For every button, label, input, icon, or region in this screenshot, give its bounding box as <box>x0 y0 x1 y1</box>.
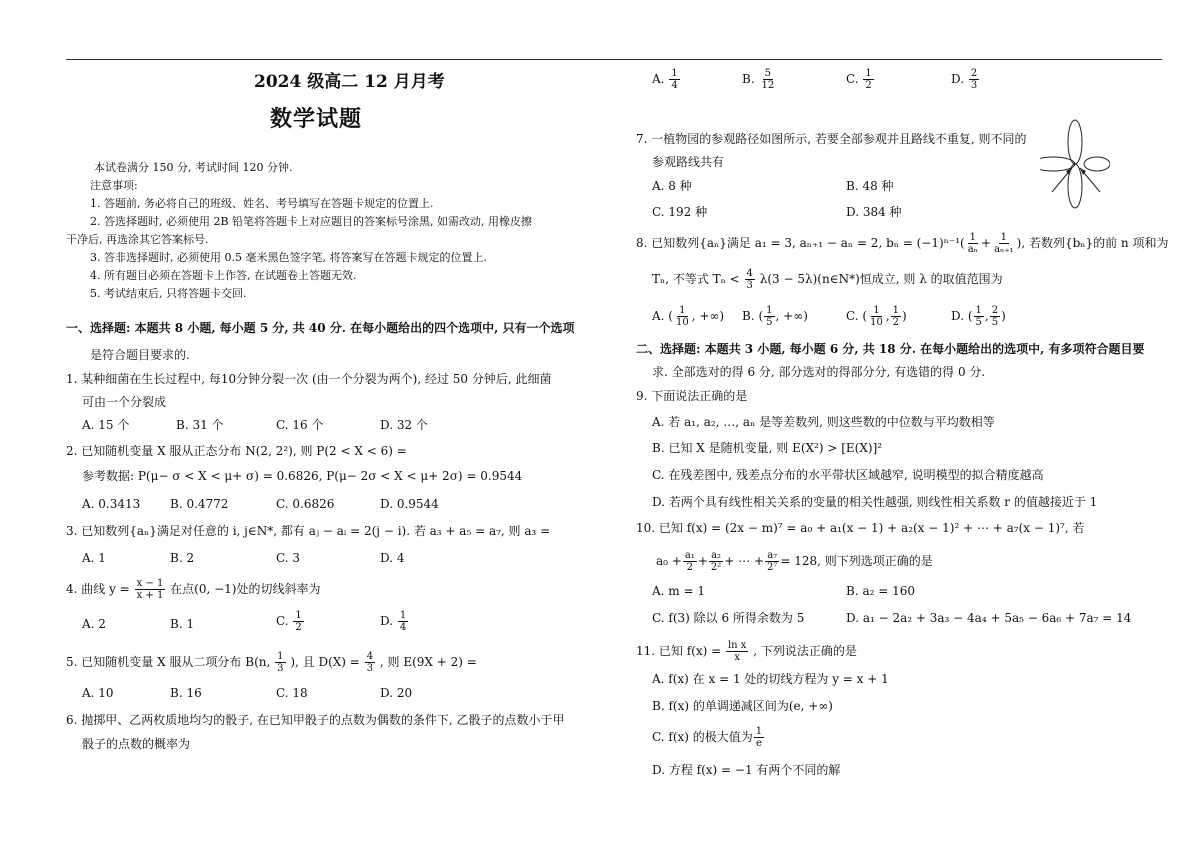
q5-fraction-d-num: 4 <box>366 651 374 662</box>
section1-heading-cont: 是符合题目要求的. <box>90 348 190 362</box>
q2-option-c: C. 0.6826 <box>276 497 335 511</box>
q8-option-d-fraction-1 <box>974 305 984 328</box>
q5-fraction-p-num: 1 <box>277 651 284 662</box>
q10-plus-1: + <box>697 554 708 568</box>
top-rule <box>66 59 1162 60</box>
q10-stem-line2 <box>656 550 933 573</box>
q7-flower-path-figure <box>1040 118 1110 210</box>
q5-fraction-d-den: 3 <box>366 663 374 674</box>
q8-option-d <box>951 305 1006 328</box>
q6-option-d <box>951 68 980 91</box>
q4-option-c-num: 1 <box>295 610 302 621</box>
q8-option-a-post: , +∞) <box>691 309 725 323</box>
q6-option-c-label: C. <box>846 72 859 86</box>
q8-option-d-fraction-2 <box>990 305 1000 328</box>
q4-fraction-num: x − 1 <box>136 578 164 589</box>
q10-fraction-1-num: a₁ <box>684 550 695 561</box>
q5-stem-mid: ), 且 D(X) = <box>290 655 360 669</box>
q8-option-b-den: 5 <box>766 317 773 328</box>
q3-stem: 3. 已知数列{aₙ}满足对任意的 i, j∈N*, 都有 aⱼ − aᵢ = 2(j − i). 若 a₃ + a₅ = a₇, 则 a₃ = <box>66 524 551 538</box>
q11-stem-pre: 11. 已知 f(x) = <box>636 644 722 658</box>
q1-stem: 1. 某种细菌在生长过程中, 每10分钟分裂一次 (由一个分裂为两个), 经过 50 分钟后, 此细菌 <box>66 372 552 386</box>
q8-option-c-num-2: 1 <box>892 305 900 316</box>
q6-option-a-label: A. <box>652 72 665 86</box>
q6-option-c <box>846 68 875 91</box>
q6-option-a-num: 1 <box>671 68 678 79</box>
q8-fraction-2-den: aₙ₊₁ <box>994 244 1014 255</box>
q8-option-d-mid: , <box>984 309 989 323</box>
exam-title: 2024 级高二 12 月月考 <box>254 72 445 92</box>
q8-option-b-fraction <box>764 305 774 328</box>
q4-fraction-den: x + 1 <box>136 590 164 601</box>
q10-fraction-2 <box>709 550 723 573</box>
q6-option-b-label: B. <box>742 72 755 86</box>
q6-stem: 6. 抛掷甲、乙两枚质地均匀的骰子, 在已知甲骰子的点数为偶数的条件下, 乙骰子的点数小于甲 <box>66 713 565 727</box>
q3-option-d: D. 4 <box>380 551 405 565</box>
q6-option-d-num: 2 <box>970 68 978 79</box>
q8-stem <box>636 232 1168 255</box>
q8-fraction-2-num: 1 <box>1000 232 1008 243</box>
q2-option-d: D. 0.9544 <box>380 497 439 511</box>
q1-stem-cont: 可由一个分裂成 <box>82 395 167 409</box>
q9-option-b: B. 已知 X 是随机变量, 则 E(X²) > [E(X)]² <box>652 441 883 455</box>
q4-option-c-label: C. <box>276 614 289 628</box>
q8-option-c-fraction-1 <box>868 305 885 328</box>
q8-option-b-pre: B. ( <box>742 309 764 323</box>
q4-option-d-den: 4 <box>399 622 407 633</box>
q8-stem-line2 <box>652 268 1003 291</box>
q8-option-c-num-1: 1 <box>873 305 880 316</box>
q10-option-d: D. a₁ − 2a₂ + 3a₃ − 4a₄ + 5a₅ − 6a₆ + 7a₇ = 14 <box>846 611 1132 625</box>
q8-option-b <box>742 305 808 328</box>
note-3: 3. 答非选择题时, 必须使用 0.5 毫米黑色签字笔, 将答案写在答题卡规定的位置上. <box>90 251 487 264</box>
q8-line2-pre: Tₙ, 不等式 Tₙ < <box>652 272 740 286</box>
q4-option-a: A. 2 <box>82 617 106 631</box>
q11-option-d: D. 方程 f(x) = −1 有两个不同的解 <box>652 763 841 777</box>
q10-fraction-3-num: a₇ <box>767 550 778 561</box>
q7-option-b: B. 48 种 <box>846 179 894 193</box>
q11-stem-post: , 下列说法正确的是 <box>753 644 857 658</box>
q1-option-b: B. 31 个 <box>176 418 224 432</box>
q8-stem-pre: 8. 已知数列{aₙ}满足 a₁ = 3, aₙ₊₁ − aₙ = 2, bₙ = (−1)ⁿ⁻¹( <box>636 236 965 250</box>
q9-option-a: A. 若 a₁, a₂, …, aₙ 是等差数列, 则这些数的中位数与平均数相等 <box>652 415 995 429</box>
q11-option-c-den: e <box>756 738 762 749</box>
q9-stem: 9. 下面说法正确的是 <box>636 389 748 403</box>
note-2: 2. 答选择题时, 必须使用 2B 铅笔将答题卡上对应题目的答案标号涂黑, 如需改动, 用橡皮擦 <box>90 215 533 228</box>
q5-option-c: C. 18 <box>276 686 308 700</box>
q4-stem <box>66 578 320 601</box>
q10-fraction-3 <box>765 550 779 573</box>
q8-fraction-1-num: 1 <box>969 232 977 243</box>
q2-option-a: A. 0.3413 <box>82 497 141 511</box>
q11-option-b: B. f(x) 的单调递减区间为(e, +∞) <box>652 699 833 713</box>
q8-option-d-num-1: 1 <box>975 305 982 316</box>
q8-option-c-fraction-2 <box>891 305 901 328</box>
q8-fraction-3-den: 3 <box>746 280 753 291</box>
q8-option-d-num-2: 2 <box>991 305 999 316</box>
q10-option-c: C. f(3) 除以 6 所得余数为 5 <box>652 611 805 625</box>
q11-option-c-fraction <box>754 726 764 749</box>
q11-option-c-num: 1 <box>755 726 763 737</box>
section1-heading: 一、选择题: 本题共 8 小题, 每小题 5 分, 共 40 分. 在每小题给出的四个选项中, 只有一个选项 <box>66 321 575 335</box>
q8-option-c-mid: , <box>885 309 890 323</box>
q8-fraction-1 <box>966 232 980 255</box>
q8-option-b-post: , +∞) <box>775 309 808 323</box>
q8-option-a-fraction <box>674 305 691 328</box>
q11-option-c-text: C. f(x) 的极大值为 <box>652 730 753 744</box>
q8-option-d-pre: D. ( <box>951 309 973 323</box>
note-5: 5. 考试结束后, 只将答题卡交回. <box>90 287 247 300</box>
q4-option-d <box>380 610 409 633</box>
q8-option-c-den-1: 10 <box>870 317 883 328</box>
q5-fraction-p <box>275 651 285 674</box>
q10-fraction-2-num: a₂ <box>711 550 722 561</box>
q10-fraction-2-den: 2² <box>710 562 722 573</box>
q8-fraction-3 <box>745 268 755 291</box>
q6-option-c-num: 1 <box>865 68 872 79</box>
q5-stem-pre: 5. 已知随机变量 X 服从二项分布 B(n, <box>66 655 271 669</box>
q8-plus: + <box>981 236 992 250</box>
q8-option-a-den: 10 <box>675 317 689 328</box>
q5-stem <box>66 651 477 674</box>
q5-option-d: D. 20 <box>380 686 413 700</box>
note-2-cont: 干净后, 再选涂其它答案标号. <box>66 233 209 246</box>
q1-option-d: D. 32 个 <box>380 418 428 432</box>
q8-option-d-den-2: 5 <box>991 317 999 328</box>
q6-stem-cont: 骰子的点数的概率为 <box>82 737 191 751</box>
q9-option-d: D. 若两个具有线性相关关系的变量的相关性越强, 则线性相关系数 r 的值越接近于 1 <box>652 495 1098 509</box>
q2-stem: 2. 已知随机变量 X 服从正态分布 N(2, 2²), 则 P(2 < X < 6) = <box>66 444 407 458</box>
q3-option-b: B. 2 <box>170 551 195 565</box>
q7-stem: 7. 一植物园的参观路径如图所示, 若要全部参观并且路线不重复, 则不同的 <box>636 132 1027 146</box>
q11-fraction <box>726 640 748 663</box>
q8-stem-post: ), 若数列{bₙ}的前 n 项和为 <box>1016 236 1169 250</box>
q7-option-a: A. 8 种 <box>652 179 692 193</box>
q4-option-d-label: D. <box>380 614 394 628</box>
q11-stem <box>636 640 857 663</box>
q10-fraction-1-den: 2 <box>686 562 694 573</box>
q4-option-b: B. 1 <box>170 617 195 631</box>
q11-option-a: A. f(x) 在 x = 1 处的切线方程为 y = x + 1 <box>652 672 889 686</box>
q6-option-b-fraction <box>759 68 776 91</box>
q6-option-b-den: 12 <box>761 80 775 91</box>
q4-option-d-fraction <box>398 610 408 633</box>
notes-heading: 注意事项: <box>90 179 138 192</box>
q2-reference: 参考数据: P(μ− σ < X < μ+ σ) = 0.6826, P(μ− 2σ < X < μ+ 2σ) = 0.9544 <box>82 469 523 483</box>
q8-line2-post: λ(3 − 5λ)(n∈N*)恒成立, 则 λ 的取值范围为 <box>759 272 1003 286</box>
q6-option-c-fraction <box>863 68 873 91</box>
q1-option-a: A. 15 个 <box>82 418 130 432</box>
q6-option-b <box>742 68 777 91</box>
q4-option-c-fraction <box>293 610 303 633</box>
q3-option-c: C. 3 <box>276 551 301 565</box>
notes-intro: 本试卷满分 150 分, 考试时间 120 分钟. <box>94 161 293 174</box>
q6-option-a <box>652 68 681 91</box>
q6-option-d-den: 3 <box>970 80 978 91</box>
q5-fraction-p-den: 3 <box>277 663 284 674</box>
q5-stem-post: , 则 E(9X + 2) = <box>379 655 477 669</box>
q4-option-d-num: 1 <box>399 610 407 621</box>
q9-option-c: C. 在残差图中, 残差点分布的水平带状区域越窄, 说明模型的拟合精度越高 <box>652 468 1044 482</box>
q8-fraction-1-den: aₙ <box>967 244 978 255</box>
q4-option-c <box>276 610 305 633</box>
q8-option-c-den-2: 2 <box>892 317 900 328</box>
q8-option-a <box>652 305 724 328</box>
q8-option-b-num: 1 <box>766 305 773 316</box>
q10-option-b: B. a₂ = 160 <box>846 584 915 598</box>
q6-option-d-label: D. <box>951 72 965 86</box>
note-1: 1. 答题前, 务必将自己的班级、姓名、考号填写在答题卡规定的位置上. <box>90 197 434 210</box>
q8-option-c-pre: C. ( <box>846 309 868 323</box>
q8-fraction-2 <box>992 232 1016 255</box>
subject-title: 数学试题 <box>270 106 363 132</box>
q10-fraction-1 <box>683 550 697 573</box>
q5-option-a: A. 10 <box>82 686 114 700</box>
note-4: 4. 所有题目必须在答题卡上作答, 在试题卷上答题无效. <box>90 269 357 282</box>
q6-option-b-num: 5 <box>764 68 772 79</box>
q10-fraction-3-den: 2⁷ <box>767 562 778 573</box>
q5-fraction-d <box>365 651 375 674</box>
q11-fraction-den: x <box>734 652 741 663</box>
q6-option-a-den: 4 <box>671 80 678 91</box>
q4-stem-post: 在点(0, −1)处的切线斜率为 <box>170 582 321 596</box>
q7-option-c: C. 192 种 <box>652 205 708 219</box>
q6-option-c-den: 2 <box>865 80 872 91</box>
q8-option-d-post: ) <box>1001 309 1006 323</box>
q8-option-a-num: 1 <box>679 305 686 316</box>
q11-fraction-num: ln x <box>727 640 747 651</box>
q7-option-d: D. 384 种 <box>846 205 902 219</box>
q8-option-c-post: ) <box>902 309 907 323</box>
q1-option-c: C. 16 个 <box>276 418 324 432</box>
q5-option-b: B. 16 <box>170 686 202 700</box>
q6-option-d-fraction <box>969 68 979 91</box>
q4-stem-pre: 4. 曲线 y = <box>66 582 130 596</box>
q6-option-a-fraction <box>669 68 679 91</box>
section2-heading-cont: 求. 全部选对的得 6 分, 部分选对的得部分分, 有选错的得 0 分. <box>652 365 986 379</box>
q8-option-c <box>846 305 907 328</box>
q8-fraction-3-num: 4 <box>746 268 753 279</box>
q2-option-b: B. 0.4772 <box>170 497 229 511</box>
q11-option-c <box>652 726 765 749</box>
q8-option-d-den-1: 5 <box>975 317 982 328</box>
q10-option-a: A. m = 1 <box>652 584 705 598</box>
section2-heading: 二、选择题: 本题共 3 小题, 每小题 6 分, 共 18 分. 在每小题给出的选项中, 有多项符合题目要 <box>636 342 1145 356</box>
q10-line2-pre: a₀ + <box>656 554 682 568</box>
q10-stem: 10. 已知 f(x) = (2x − m)⁷ = a₀ + a₁(x − 1) + a₂(x − 1)² + ⋯ + a₇(x − 1)⁷, 若 <box>636 521 1085 535</box>
q8-option-a-pre: A. ( <box>652 309 673 323</box>
q4-fraction <box>135 578 166 601</box>
q10-plus-2: + ⋯ + <box>724 554 765 568</box>
q10-line2-post: = 128, 则下列选项正确的是 <box>780 554 933 568</box>
q7-stem-cont: 参观路线共有 <box>652 155 725 169</box>
q4-option-c-den: 2 <box>295 622 302 633</box>
q3-option-a: A. 1 <box>82 551 106 565</box>
